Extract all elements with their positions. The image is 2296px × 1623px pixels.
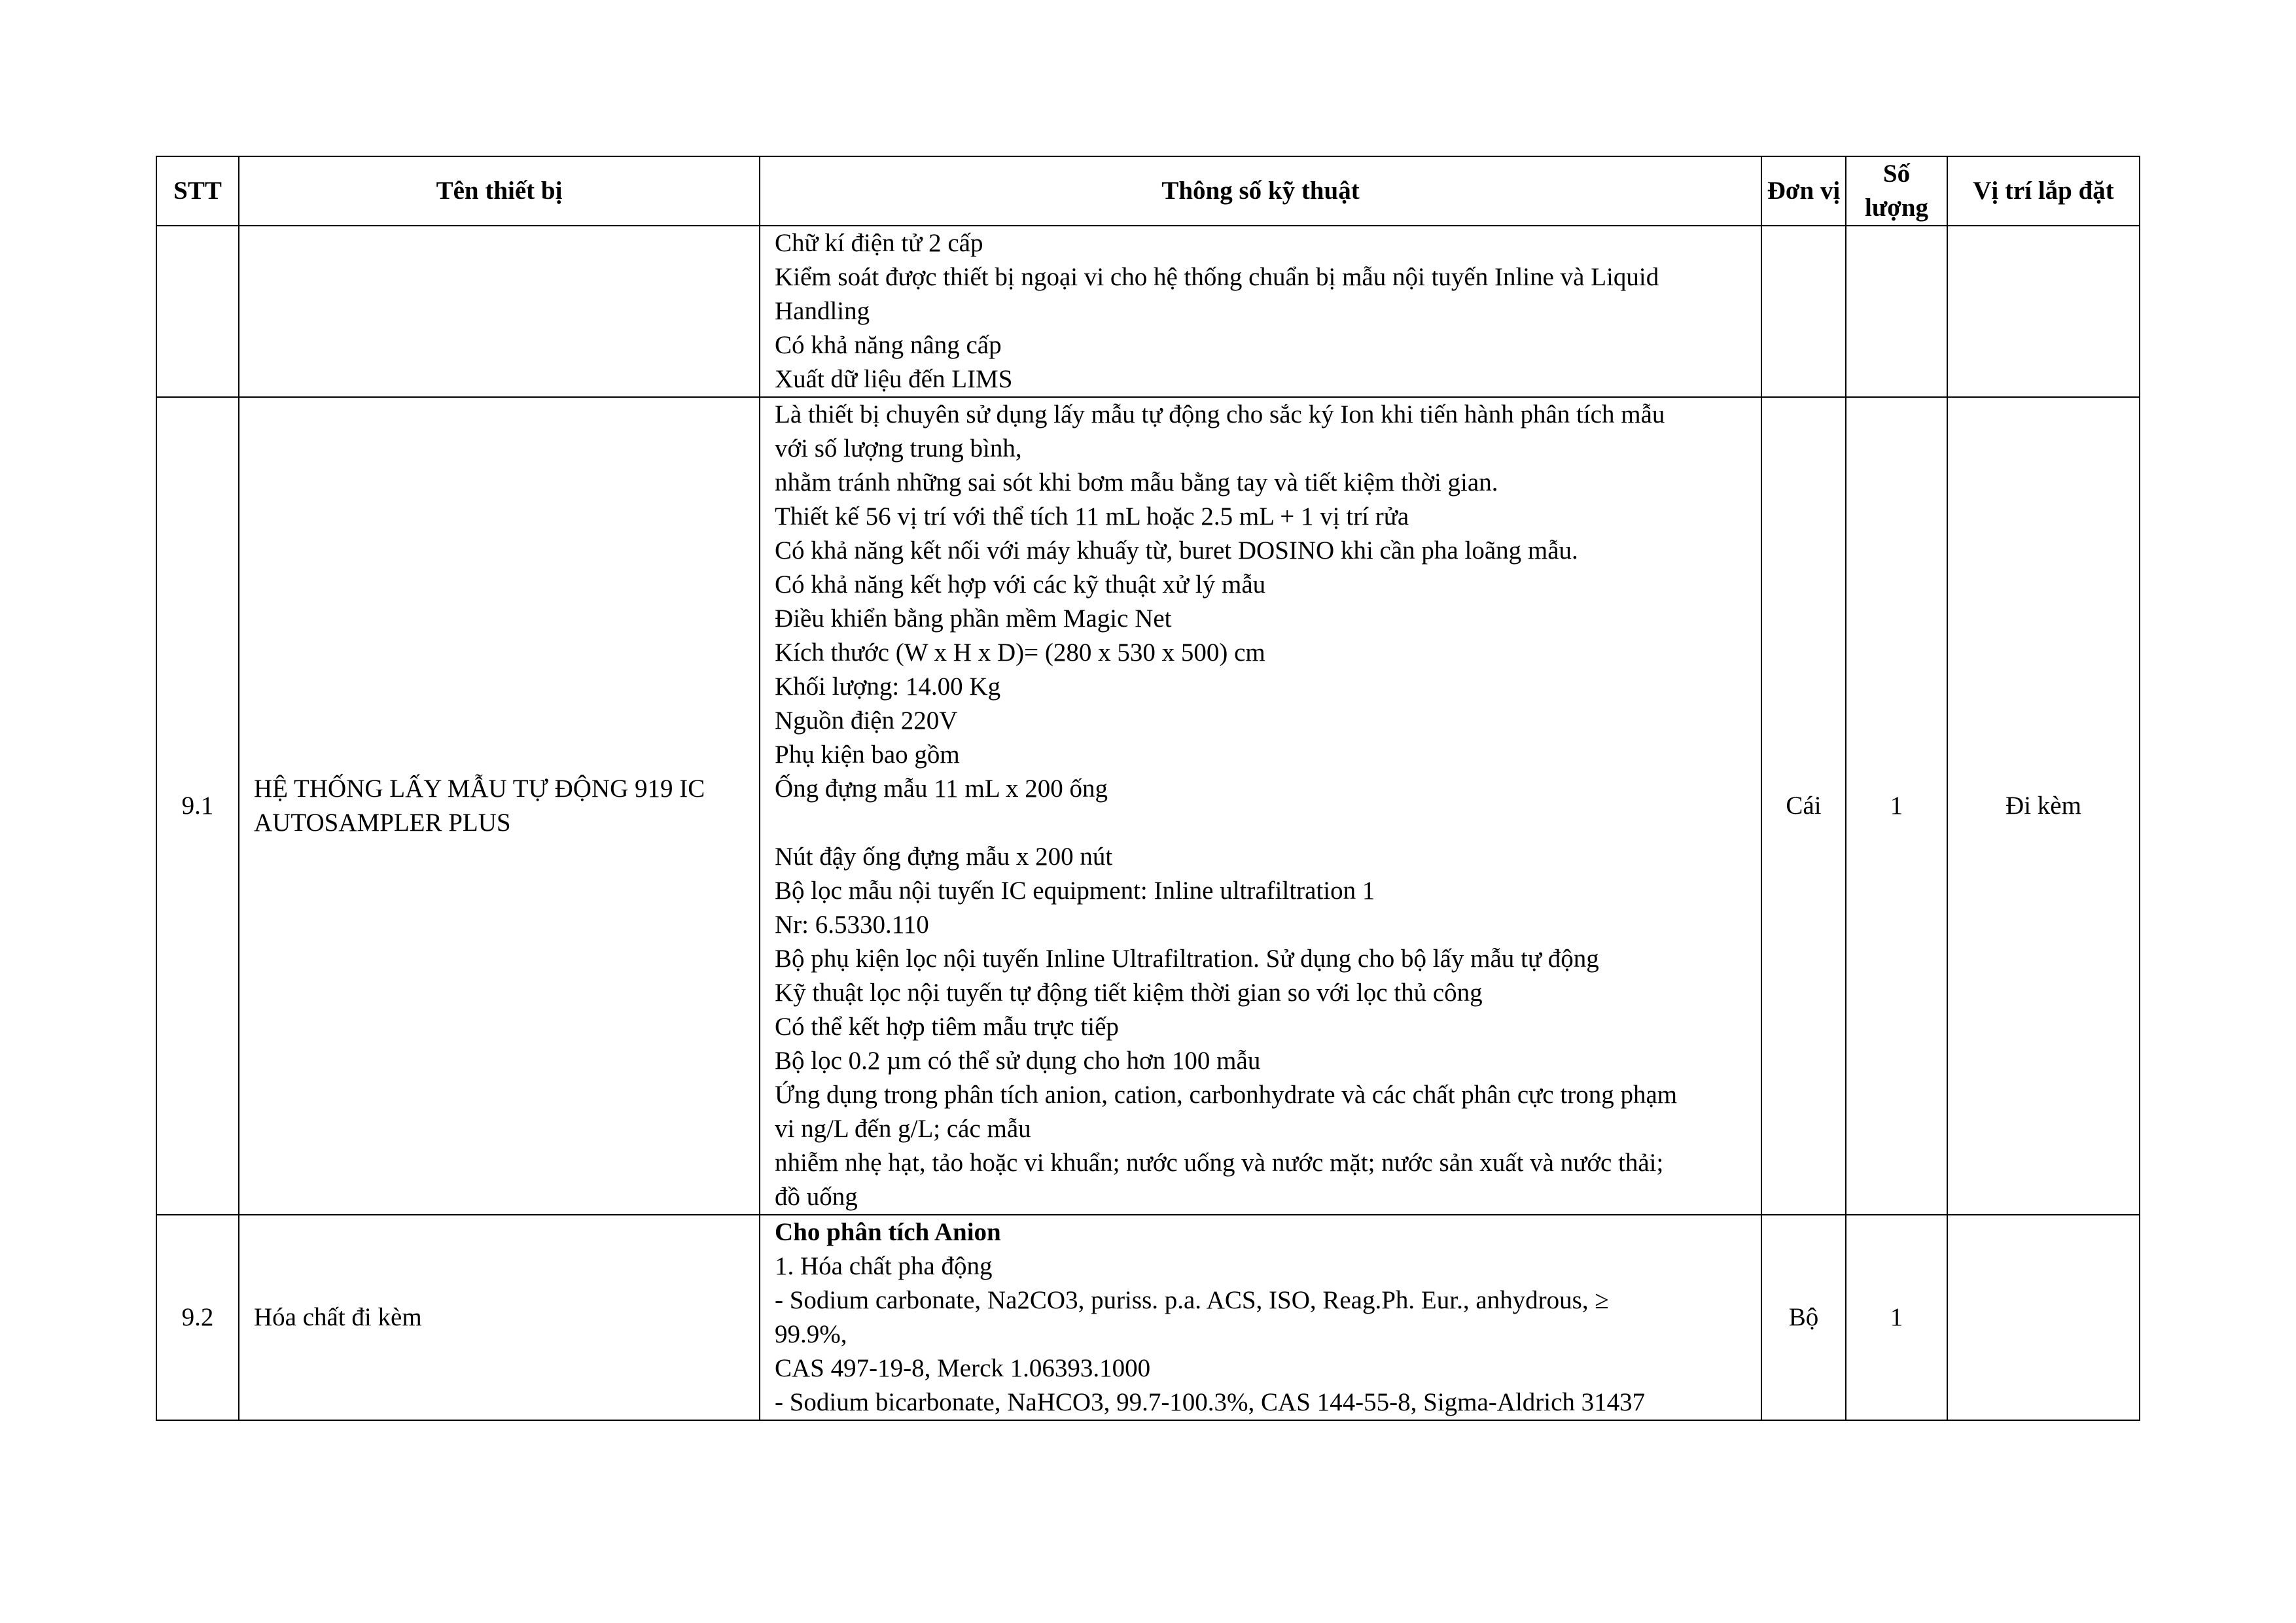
- cell-unit: [1761, 226, 1846, 397]
- spec-line: Nr: 6.5330.110: [775, 911, 929, 939]
- cell-spec: [760, 397, 1761, 1215]
- spec-line: 99.9%,: [775, 1320, 847, 1348]
- cell-spec: [760, 226, 1761, 397]
- equipment-table: [156, 156, 2140, 1421]
- spec-line: với số lượng trung bình,: [775, 434, 1022, 462]
- header-name: Tên thiết bị: [239, 156, 760, 226]
- spec-line: Nguồn điện 220V: [775, 707, 958, 735]
- spec-line: Là thiết bị chuyên sử dụng lấy mẫu tự động cho sắc ký Ion khi tiến hành phân tích mẫu: [775, 400, 1665, 428]
- cell-name: Hóa chất đi kèm: [239, 1215, 760, 1420]
- spec-line: Kích thước (W x H x D)= (280 x 530 x 500) cm: [775, 638, 1265, 667]
- header-location: Vị trí lắp đặt: [1947, 156, 2140, 226]
- header-spec: Thông số kỹ thuật: [760, 156, 1761, 226]
- spec-line: vi ng/L đến g/L; các mẫu: [775, 1115, 1031, 1143]
- spec-line: đồ uống: [775, 1183, 858, 1211]
- cell-stt: [156, 226, 239, 397]
- table-row: [156, 1215, 2140, 1420]
- spec-line: Có khả năng kết hợp với các kỹ thuật xử lý mẫu: [775, 570, 1266, 599]
- spec-title: Cho phân tích Anion: [775, 1218, 1001, 1246]
- spec-line: - Sodium bicarbonate, NaHCO3, 99.7-100.3%, CAS 144-55-8, Sigma-Aldrich 31437: [775, 1388, 1646, 1416]
- spec-line: Điều khiển bằng phần mềm Magic Net: [775, 604, 1172, 633]
- spec-line: nhiễm nhẹ hạt, tảo hoặc vi khuẩn; nước uống và nước mặt; nước sản xuất và nước thải;: [775, 1149, 1664, 1177]
- spec-line: Có thể kết hợp tiêm mẫu trực tiếp: [775, 1013, 1119, 1041]
- header-stt: STT: [156, 156, 239, 226]
- table-row: [156, 226, 2140, 397]
- cell-location: [1947, 226, 2140, 397]
- spec-line: [775, 806, 1746, 840]
- spec-line: Chữ kí điện tử 2 cấp: [775, 229, 983, 257]
- spec-line: Ống đựng mẫu 11 mL x 200 ống: [775, 775, 1108, 803]
- header-row: [156, 156, 2140, 226]
- spec-line: Có khả năng kết nối với máy khuấy từ, buret DOSINO khi cần pha loãng mẫu.: [775, 536, 1578, 565]
- spec-line: Bộ phụ kiện lọc nội tuyến Inline Ultrafiltration. Sử dụng cho bộ lấy mẫu tự động: [775, 945, 1599, 973]
- spec-line: nhằm tránh những sai sót khi bơm mẫu bằng tay và tiết kiệm thời gian.: [775, 468, 1498, 497]
- spec-line: 1. Hóa chất pha động: [775, 1252, 993, 1280]
- spec-line: Nút đậy ống đựng mẫu x 200 nút: [775, 843, 1113, 871]
- cell-qty: 1: [1846, 397, 1947, 1215]
- spec-line: Khối lượng: 14.00 Kg: [775, 672, 1001, 701]
- spec-line: Có khả năng nâng cấp: [775, 331, 1002, 359]
- spec-line: - Sodium carbonate, Na2CO3, puriss. p.a. ACS, ISO, Reag.Ph. Eur., anhydrous, ≥: [775, 1286, 1609, 1314]
- cell-qty: [1846, 226, 1947, 397]
- spec-line: Bộ lọc 0.2 µm có thể sử dụng cho hơn 100 mẫu: [775, 1047, 1261, 1075]
- header-unit: Đơn vị: [1761, 156, 1846, 226]
- cell-location: [1947, 1215, 2140, 1420]
- cell-qty: 1: [1846, 1215, 1947, 1420]
- spec-line: Xuất dữ liệu đến LIMS: [775, 365, 1013, 393]
- spec-line: Kỹ thuật lọc nội tuyến tự động tiết kiệm thời gian so với lọc thủ công: [775, 979, 1483, 1007]
- table-row: [156, 397, 2140, 1215]
- spec-line: Kiểm soát được thiết bị ngoại vi cho hệ thống chuẩn bị mẫu nội tuyến Inline và Liquid: [775, 263, 1659, 291]
- cell-spec: [760, 1215, 1761, 1420]
- name-line: HỆ THỐNG LẤY MẪU TỰ ĐỘNG 919 IC: [254, 775, 705, 803]
- header-qty: Số lượng: [1846, 156, 1947, 226]
- cell-name: [239, 397, 760, 1215]
- cell-stt: 9.2: [156, 1215, 239, 1420]
- spec-line: Handling: [775, 297, 870, 325]
- cell-stt: 9.1: [156, 397, 239, 1215]
- spec-line: Ứng dụng trong phân tích anion, cation, carbonhydrate và các chất phân cực trong phạm: [775, 1081, 1678, 1109]
- cell-unit: Bộ: [1761, 1215, 1846, 1420]
- spec-line: Bộ lọc mẫu nội tuyến IC equipment: Inline ultrafiltration 1: [775, 877, 1375, 905]
- spec-line: Phụ kiện bao gồm: [775, 741, 960, 769]
- spec-line: CAS 497-19-8, Merck 1.06393.1000: [775, 1354, 1151, 1382]
- spec-line: Thiết kế 56 vị trí với thể tích 11 mL hoặc 2.5 mL + 1 vị trí rửa: [775, 502, 1409, 531]
- name-line: AUTOSAMPLER PLUS: [254, 809, 511, 837]
- cell-location: Đi kèm: [1947, 397, 2140, 1215]
- cell-name: [239, 226, 760, 397]
- cell-unit: Cái: [1761, 397, 1846, 1215]
